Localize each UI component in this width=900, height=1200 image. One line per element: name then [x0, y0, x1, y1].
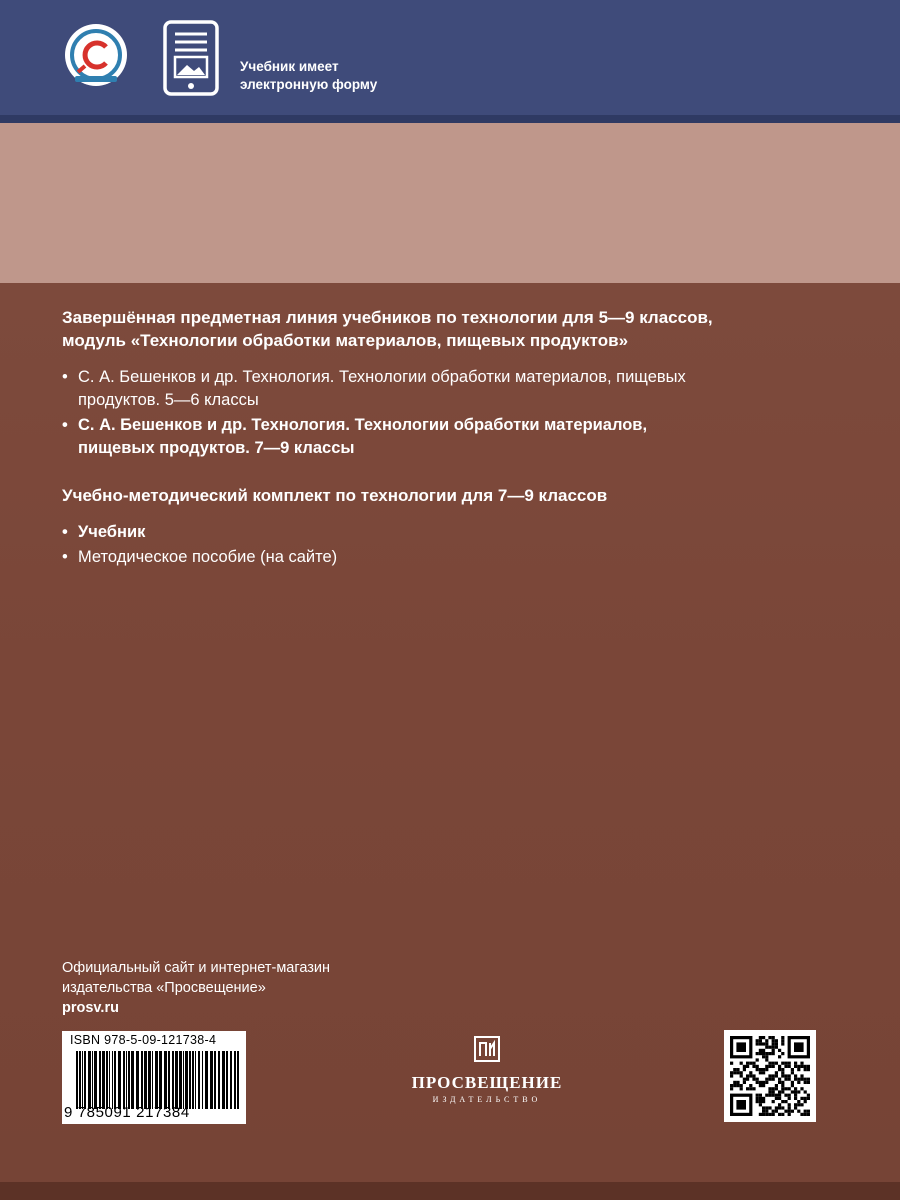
- eform-line-2: электронную форму: [240, 77, 378, 92]
- qr-code[interactable]: [724, 1030, 816, 1122]
- eform-line-1: Учебник имеет: [240, 59, 339, 74]
- list-item: • Методическое пособие (на сайте): [62, 546, 852, 569]
- list-item: • Учебник: [62, 521, 852, 544]
- series-heading-line-1: Завершённая предметная линия учебников по технологии для 5—9 классов,: [62, 308, 713, 327]
- copyright-circle-logo-icon: [63, 22, 129, 88]
- content: [62, 306, 852, 571]
- list-item: [62, 366, 852, 412]
- isbn-number: ISBN 978-5-09-121738-4: [70, 1033, 217, 1047]
- series-heading: [62, 306, 852, 352]
- bottom-edge: [0, 1182, 900, 1200]
- list-item-line-1: • С. А. Бешенков и др. Технология. Технологии обработки материалов,: [78, 416, 648, 434]
- series-heading-line-2: модуль «Технологии обработки материалов, пищевых продуктов»: [62, 331, 629, 350]
- beige-band: [0, 123, 900, 283]
- site-line-2: издательства «Просвещение»: [62, 980, 266, 996]
- eform-notice: [240, 58, 377, 94]
- barcode-bars: [76, 1051, 241, 1109]
- site-line-1: Официальный сайт и интернет-магазин: [62, 960, 330, 976]
- publisher-site-info: [62, 958, 330, 1018]
- isbn-barcode: [62, 1031, 246, 1124]
- publisher-mark-icon: [474, 1036, 500, 1062]
- series-list: [62, 366, 852, 460]
- list-item-line-1: • С. А. Бешенков и др. Технология. Технологии обработки материалов, пищевых: [78, 368, 686, 386]
- list-item-line-2: продуктов. 5—6 классы: [78, 391, 259, 409]
- kit-heading: Учебно-методический комплект по технологии для 7—9 классов: [62, 486, 608, 505]
- kit-list: [62, 521, 852, 569]
- site-url[interactable]: prosv.ru: [62, 1000, 119, 1016]
- tablet-icon: [163, 20, 219, 96]
- publisher-logo: [402, 1036, 572, 1104]
- publisher-name: ПРОСВЕЩЕНИЕ: [411, 1073, 563, 1092]
- list-item-line-2: пищевых продуктов. 7—9 классы: [78, 439, 355, 457]
- publisher-subtitle: ИЗДАТЕЛЬСТВО: [432, 1095, 542, 1104]
- list-item: [62, 414, 852, 460]
- top-band: [0, 0, 900, 123]
- barcode-digits: 9 785091 217384: [64, 1104, 190, 1121]
